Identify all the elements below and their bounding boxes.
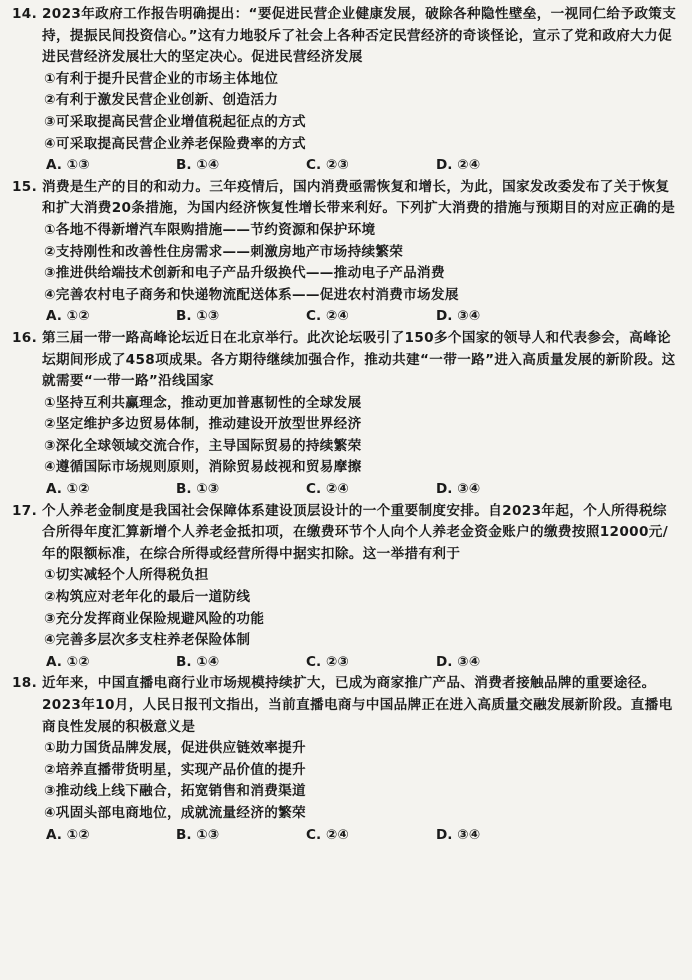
statement-4: ④遵循国际市场规则原则，消除贸易歧视和贸易摩擦 — [44, 459, 362, 476]
statement-3: ③可采取提高民营企业增值税起征点的方式 — [44, 113, 306, 130]
question-stem — [12, 177, 678, 220]
statement-4: ④完善农村电子商务和快递物流配送体系——促进农村消费市场发展 — [44, 286, 459, 303]
stem-text: 消费是生产的目的和动力。三年疫情后，国内消费亟需恢复和增长，为此，国家发改委发布了关于恢复和扩大消费20条措施，为国内经济恢复性增长带来利好。下列扩大消费的措施与预期目的对应正确的是 — [42, 178, 676, 217]
choice-d: D. ③④ — [436, 481, 481, 498]
statement-1: ①各地不得新增汽车限购措施——节约资源和保护环境 — [44, 221, 376, 238]
question-number: 14. — [12, 6, 38, 22]
statement-1: ①切实减轻个人所得税负担 — [44, 567, 209, 584]
statement-3: ③充分发挥商业保险规避风险的功能 — [44, 610, 265, 627]
question-stem — [12, 501, 678, 566]
stem-text: 2023年政府工作报告明确提出：“要促进民营企业健康发展，破除各种隐性壁垒，一视同仁给予政策支持，提振民间投资信心。”这有力地驳斥了社会上各种否定民营经济的奇谈怪论，宣示了党和政府大力促进民营经济发展壮大的坚定决心。促进民营经济发展 — [42, 6, 677, 66]
answer-choices — [46, 479, 678, 501]
statement-2: ②培养直播带货明星，实现产品价值的提升 — [44, 761, 306, 778]
choice-c: C. ②④ — [306, 308, 349, 325]
question-number: 17. — [12, 502, 38, 519]
choice-c: C. ②④ — [306, 481, 349, 498]
statement-4: ④巩固头部电商地位，成就流量经济的繁荣 — [44, 804, 306, 821]
statement-1: ①有利于提升民营企业的市场主体地位 — [44, 70, 279, 87]
choice-a: A. ①② — [46, 653, 90, 670]
choice-c: C. ②③ — [306, 157, 349, 174]
question-number: 18. — [12, 675, 38, 692]
choice-b: B. ①④ — [176, 653, 220, 670]
statement-2: ②构筑应对老年化的最后一道防线 — [44, 589, 251, 606]
question-18 — [12, 673, 678, 846]
question-number: 16. — [12, 329, 38, 346]
statement-3: ③推动线上线下融合，拓宽销售和消费渠道 — [44, 783, 306, 800]
choice-a: A. ①③ — [46, 157, 90, 174]
question-stem — [12, 328, 678, 393]
question-15 — [12, 177, 678, 328]
statement-1: ①坚持互利共赢理念，推动更加普惠韧性的全球发展 — [44, 394, 362, 411]
choice-b: B. ①③ — [176, 308, 220, 325]
choice-d: D. ②④ — [436, 157, 481, 174]
question-17 — [12, 501, 678, 674]
question-16 — [12, 328, 678, 501]
choice-d: D. ③④ — [436, 826, 481, 843]
choice-b: B. ①③ — [176, 826, 220, 843]
choice-d: D. ③④ — [436, 308, 481, 325]
answer-choices — [46, 825, 678, 847]
choice-d: D. ③④ — [436, 653, 481, 670]
statement-4: ④可采取提高民营企业养老保险费率的方式 — [44, 135, 306, 152]
statement-1: ①助力国货品牌发展，促进供应链效率提升 — [44, 740, 306, 757]
choice-b: B. ①③ — [176, 481, 220, 498]
answer-choices — [46, 652, 678, 674]
choice-a: A. ①② — [46, 308, 90, 325]
statement-2: ②支持刚性和改善性住房需求——刺激房地产市场持续繁荣 — [44, 243, 404, 260]
answer-choices — [46, 306, 678, 328]
choice-c: C. ②④ — [306, 826, 349, 843]
statement-2: ②坚定维护多边贸易体制，推动建设开放型世界经济 — [44, 416, 362, 433]
question-stem — [12, 4, 678, 69]
statement-3: ③推进供给端技术创新和电子产品升级换代——推动电子产品消费 — [44, 265, 445, 282]
stem-text: 第三届一带一路高峰论坛近日在北京举行。此次论坛吸引了150多个国家的领导人和代表参会，高峰论坛期间形成了458项成果。各方期待继续加强合作，推动共建“一带一路”进入高质量发展的新阶段。这就需要“一带一路”沿线国家 — [42, 329, 676, 390]
choice-b: B. ①④ — [176, 157, 220, 174]
answer-choices — [46, 155, 678, 177]
choice-a: A. ①② — [46, 826, 90, 843]
statement-4: ④完善多层次多支柱养老保险体制 — [44, 632, 251, 649]
choice-a: A. ①② — [46, 481, 90, 498]
statement-3: ③深化全球领域交流合作，主导国际贸易的持续繁荣 — [44, 437, 362, 454]
question-stem — [12, 673, 678, 738]
stem-text: 个人养老金制度是我国社会保障体系建设顶层设计的一个重要制度安排。自2023年起，个人所得税综合所得年度汇算新增个人养老金抵扣项，在缴费环节个人向个人养老金资金账户的缴费按照12000元/年的限额标准，在综合所得或经营所得中据实扣除。这一举措有利于 — [42, 502, 669, 562]
choice-c: C. ②③ — [306, 653, 349, 670]
stem-text: 近年来，中国直播电商行业市场规模持续扩大，已成为商家推广产品、消费者接触品牌的重要途径。2023年10月，人民日报刊文指出，当前直播电商与中国品牌正在进入高质量交融发展新阶段。直播电商良性发展的积极意义是 — [42, 675, 673, 735]
statement-2: ②有利于激发民营企业创新、创造活力 — [44, 92, 279, 109]
question-number: 15. — [12, 178, 38, 195]
question-14 — [12, 4, 678, 177]
